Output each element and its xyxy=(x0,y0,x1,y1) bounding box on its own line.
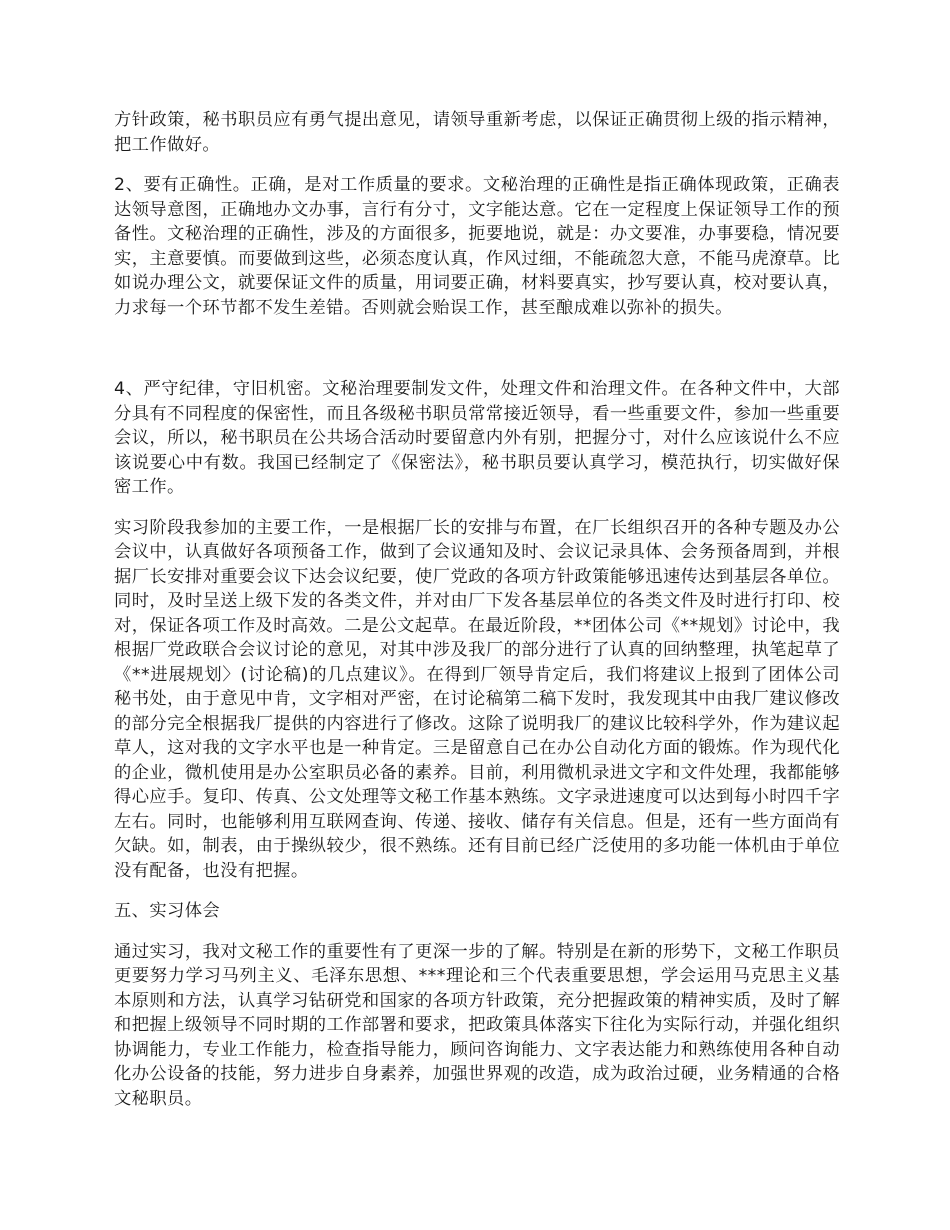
paragraph-experience-summary: 通过实习，我对文秘工作的重要性有了更深一步的了解。特别是在新的形势下，文秘工作职员更要努力学习马列主义、毛泽东思想、***理论和三个代表重要思想，学会运用马克思主义基本原则和方法，认真学习钻研党和国家的各项方针政策，充分把握政策的精神实质，及时了解和把握上级领导不同时期的工作部署和要求，把政策具体落实下往化为实际行动，并强化组织协调能力，专业工作能力，检查指导能力，顾问咨询能力、文字表达能力和熟练使用各种自动化办公设备的技能，努力进步自身素养，加强世界观的改造，成为政治过硬，业务精通的合格文秘职员。 xyxy=(114,941,840,1109)
paragraph-confidentiality: 4、严守纪律，守旧机密。文秘治理要制发文件，处理文件和治理文件。在各种文件中，大部分具有不同程度的保密性，而且各级秘书职员常常接近领导，看一些重要文件，参加一些重要会议，所以，秘书职员在公共场合活动时要留意内外有别，把握分寸，对什么应该说什么不应该说要心中有数。我国已经制定了《保密法》，秘书职员要认真学习，模范执行，切实做好保密工作。 xyxy=(114,379,840,497)
section-heading-internship-experience: 五、实习体会 xyxy=(114,901,221,921)
paragraph-policy-continuation: 方针政策，秘书职员应有勇气提出意见，请领导重新考虑，以保证正确贯彻上级的指示精神，把工作做好。 xyxy=(114,110,840,155)
paragraph-internship-work: 实习阶段我参加的主要工作，一是根据厂长的安排与布置，在厂长组织召开的各种专题及办公会议中，认真做好各项预备工作，做到了会议通知及时、会议记录具体、会务预备周到，并根据厂长安排对重要会议下达会议纪要，使厂党政的各项方针政策能够迅速传达到基层各单位。同时，及时呈送上级下发的各类文件，并对由厂下发各基层单位的各类文件及时进行打印、校对，保证各项工作及时高效。二是公文起草。在最近阶段，**团体公司《**规划》讨论中，我根据厂党政联合会议讨论的意见，对其中涉及我厂的部分进行了认真的回纳整理，执笔起草了《**进展规划〉(讨论稿)的几点建议》。在得到厂领导肯定后，我们将建议上报到了团体公司秘书处，由于意见中肯，文字相对严密，在讨论稿第二稿下发时，我发现其中由我厂建议修改的部分完全根据我厂提供的内容进行了修改。这除了说明我厂的建议比较科学外，作为建议起草人，这对我的文字水平也是一种肯定。三是留意自己在办公自动化方面的锻炼。作为现代化的企业，微机使用是办公室职员必备的素养。目前，利用微机录进文字和文件处理，我都能够得心应手。复印、传真、公文处理等文秘工作基本熟练。文字录进速度可以达到每小时四千字左右。同时，也能够利用互联网查询、传递、接收、储存有关信息。但是，还有一些方面尚有欠缺。如，制表，由于操纵较少，很不熟练。还有目前已经广泛使用的多功能一体机由于单位没有配备，也没有把握。 xyxy=(114,517,840,881)
paragraph-correctness: 2、要有正确性。正确，是对工作质量的要求。文秘治理的正确性是指正确体现政策，正确表达领导意图，正确地办文办事，言行有分寸，文字能达意。它在一定程度上保证领导工作的预备性。文秘治理的正确性，涉及的方面很多，扼要地说，就是：办文要准，办事要稳，情况要实，主意要慎。而要做到这些，必须态度认真，作风过细，不能疏忽大意，不能马虎潦草。比如说办理公文，就要保证文件的质量，用词要正确，材料要真实，抄写要认真，校对要认真，力求每一个环节都不发生差错。否则就会贻误工作，甚至酿成难以弥补的损失。 xyxy=(114,175,840,318)
document-page xyxy=(114,108,840,1111)
